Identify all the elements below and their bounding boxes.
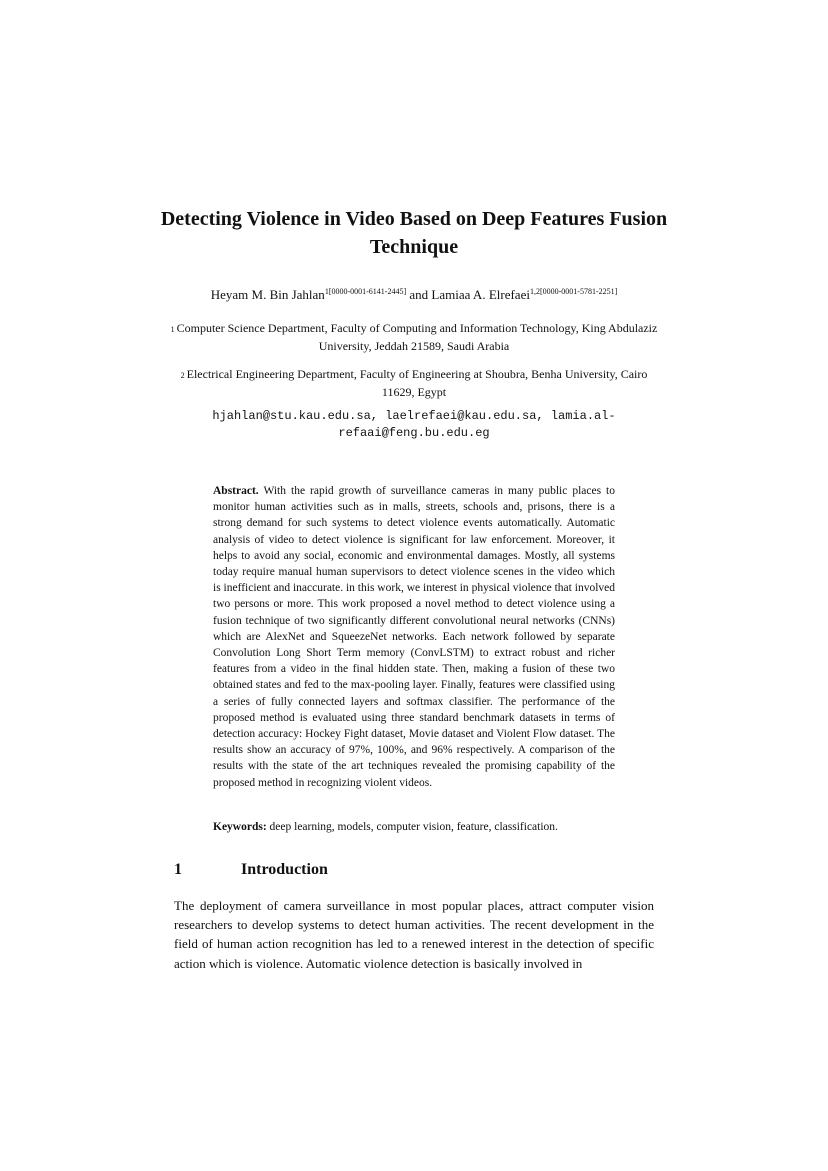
abstract: [213, 483, 615, 791]
author-1-affiliation-orcid: 1[0000-0001-6141-2445]: [324, 287, 407, 296]
author-2-affiliation-orcid: 1,2[0000-0001-5781-2251]: [529, 287, 618, 296]
affiliation-1: [170, 320, 658, 355]
author-list: [100, 286, 728, 304]
keywords-label: Keywords:: [213, 821, 267, 833]
section-title: Introduction: [241, 861, 328, 878]
affiliation-2: [170, 366, 658, 401]
author-2-name: Lamiaa A. Elrefaei: [431, 287, 530, 302]
section-number: 1: [174, 861, 182, 878]
paper-title: Detecting Violence in Video Based on Deep Features Fusion Technique: [160, 208, 668, 258]
affiliation-1-marker: 1: [170, 325, 175, 334]
section-heading-introduction: [174, 859, 654, 881]
author-1-name: Heyam M. Bin Jahlan: [210, 287, 325, 302]
abstract-label: Abstract.: [213, 485, 259, 497]
affiliation-2-text: Electrical Engineering Department, Faculty of Engineering at Shoubra, Benha University, Cairo 11629, Egypt: [186, 367, 648, 399]
affiliation-1-text: Computer Science Department, Faculty of Computing and Information Technology, King Abdulaziz University, Jeddah 21589, Saudi Arabia: [176, 321, 658, 353]
author-emails: hjahlan@stu.kau.edu.sa, laelrefaei@kau.edu.sa, lamia.al-refaai@feng.bu.edu.eg: [212, 409, 616, 440]
abstract-text: With the rapid growth of surveillance cameras in many public places to monitor human activities such as in malls, streets, schools and, prisons, there is a strong demand for such systems to detect violence events automatically. Automatic analysis of video to detect violence is significant for law enforcement. Moreover, it helps to avoid any social, economic and environmental damages. Mostly, all systems today require manual human supervisors to detect violence scenes in the video which is inefficient and inaccurate. in this work, we interest in physical violence that involved two persons or more. This work proposed a novel method to detect violence using a fusion technique of two significantly different convolutional neural networks (CNNs) which are AlexNet and SqueezeNet networks. Each network followed by separate Convolution Long Short Term memory (ConvLSTM) to extract robust and richer features from a video in the final hidden state. Then, making a fusion of these two obtained states and fed to the max-pooling layer. Finally, features were classified using a series of fully connected layers and softmax classifier. The performance of the proposed method is evaluated using three standard benchmark datasets in terms of detection accuracy: Hockey Fight dataset, Movie dataset and Violent Flow dataset. The results show an accuracy of 97%, 100%, and 96% respectively. A comparison of the results with the state of the art techniques revealed the promising capability of the proposed method in recognizing violent videos.: [213, 485, 615, 789]
introduction-paragraph: The deployment of camera surveillance in most popular places, attract computer vision researchers to develop systems to detect human activities. The recent development in the field of human action recognition has led to a renewed interest in the detection of specific action which is violence. Automatic violence detection is basically involved in: [174, 898, 654, 971]
keywords: [213, 819, 615, 835]
author-conjunction: and: [409, 287, 429, 302]
keywords-text: deep learning, models, computer vision, feature, classification.: [269, 821, 558, 833]
affiliation-2-marker: 2: [180, 371, 185, 380]
